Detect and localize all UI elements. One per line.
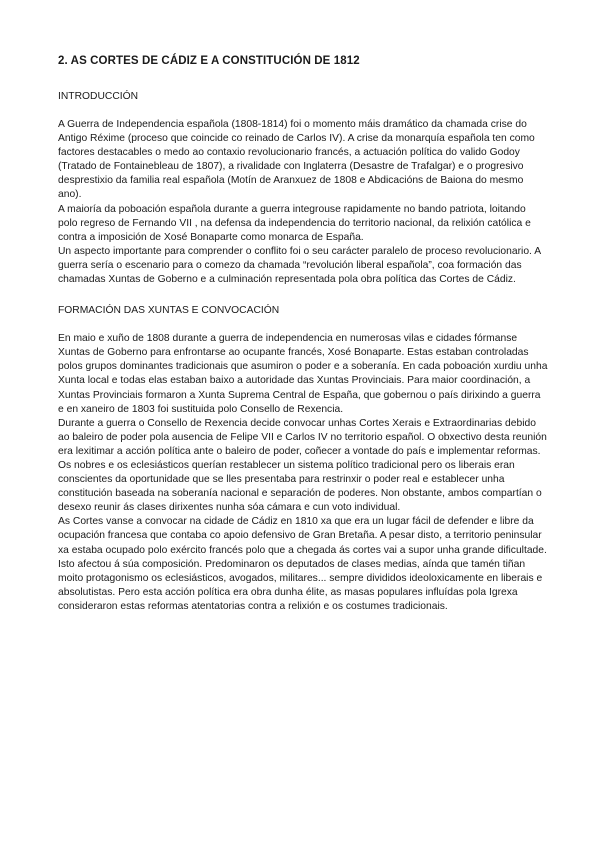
- paragraph: Durante a guerra o Consello de Rexencia decide convocar unhas Cortes Xerais e Extraordinarias debido ao baleiro de poder pola ausencia de Felipe VII e Carlos IV no territorio español. O obxectivo desta reunión era lexitimar a acción política ante o baleiro de poder, coñecer a vontade do país e implementar reformas. Os nobres e os eclesiásticos querían restablecer un sistema político tradicional pero os liberais eran conscientes da oportunidade que se lles presentaba para restrinxir o poder real e establecer unha constitución baseada na soberanía nacional e separación de poderes. Non obstante, ambos compartían o desexo reunir ás clases dirixentes nunha sóa cámara e cun voto individual.: [58, 417, 547, 514]
- document-page: [58, 54, 548, 631]
- section-introduccion: [58, 90, 548, 287]
- section-heading: INTRODUCCIÓN: [58, 91, 139, 102]
- paragraph: En maio e xuño de 1808 durante a guerra de independencia en numerosas vilas e cidades fórmanse Xuntas de Goberno para enfrontarse ao ocupante francés, Xosé Bonaparte. Estas estaban controladas polos grupos dominantes tradicionais que asumiron o poder e a soberanía. En cada poboación xurdiu unha Xunta local e todas elas estaban baixo a autoridade das Xuntas Provinciais. Para maior coordinación, a Xuntas Provinciais formaron a Xunta Suprema Central de España, que gobernou o país dirixindo a guerra e en xaneiro de 1803 foi sustituida polo Consello de Rexencia.: [58, 333, 548, 415]
- paragraph: A Guerra de Independencia española (1808-1814) foi o momento máis dramático da chamada crise do Antigo Réxime (proceso que coincide co reinado de Carlos IV). A crise da monarquía española ten como factores destacables o medo ao contaxio revolucionario francés, a actuación política do valido Godoy (Tratado de Fontainebleau de 1807), a rivalidade con Inglaterra (Desastre de Trafalgar) e o progresivo desprestixio da familia real española (Motín de Aranxuez de 1808 e Abdicacións de Baiona do mesmo ano).: [58, 119, 535, 201]
- section-formacion-xuntas: [58, 304, 548, 614]
- section-heading: FORMACIÓN DAS XUNTAS E CONVOCACIÓN: [58, 305, 280, 317]
- paragraph: Un aspecto importante para comprender o conflito foi o seu carácter paralelo de proceso revolucionario. A guerra sería o escenario para o comezo da chamada “revolución liberal española”, coa formación das chamadas Xuntas de Goberno e a culminación representada pola obra política das Cortes de Cádiz.: [58, 245, 541, 286]
- paragraph: A maioría da poboación española durante a guerra integrouse rapidamente no bando patriota, loitando polo regreso de Fernando VII , na defensa da independencia do territorio nacional, da relixión católica e contra a imposición de Xosé Bonaparte como monarca de España.: [58, 203, 531, 243]
- paragraph: As Cortes vanse a convocar na cidade de Cádiz en 1810 xa que era un lugar fácil de defender e libre da ocupación francesa que contaba co apoio defensivo de Gran Bretaña. A pesar disto, a territorio peninsular xa estaba ocupado polo exército francés polo que a chegada ás cortes vai a supor unha grande dificultade. Isto afectou á súa composición. Predominaron os deputados de clases medias, aínda que tamén tiñan moito protagonismo os eclesiásticos, avogados, militares... sempre divididos ideoloxicamente en liberais e absolutistas. Pero esta acción política era obra dunha élite, as masas populares influídas pola Igrexa consideraron estas reformas atentatorias contra a relixión e os costumes tradicionais.: [58, 516, 547, 612]
- document-title: 2. AS CORTES DE CÁDIZ E A CONSTITUCIÓN DE 1812: [58, 55, 360, 67]
